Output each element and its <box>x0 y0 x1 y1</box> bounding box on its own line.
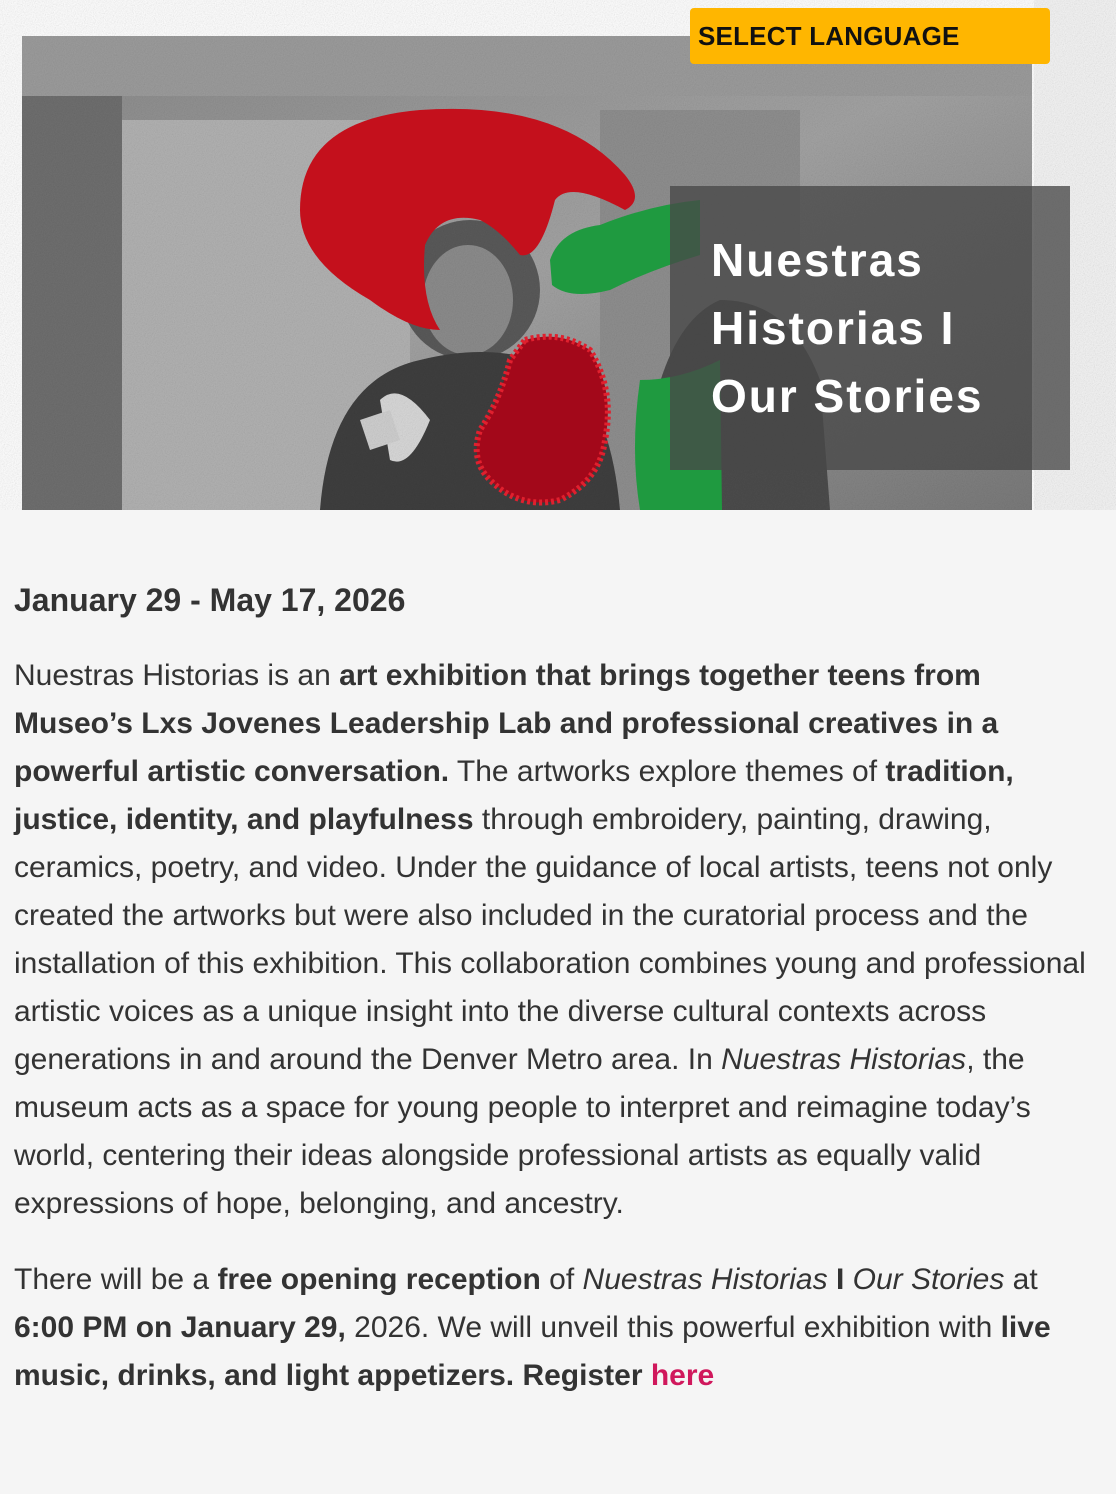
select-language-button[interactable] <box>690 8 1050 64</box>
exhibition-title <box>711 226 1050 430</box>
description-paragraph <box>14 652 1102 1228</box>
bold-run: free opening reception <box>217 1263 541 1296</box>
bold-run: tradition, justice, identity, and playfulness <box>14 755 1014 836</box>
exhibition-dates: January 29 - May 17, 2026 <box>14 582 406 618</box>
text-run: 2026. We will unveil this powerful exhibition with <box>345 1311 1001 1344</box>
text-run: The artworks explore themes of <box>449 755 886 788</box>
reception-paragraph <box>14 1256 1102 1400</box>
text-run: Nuestras Historias is an <box>14 659 340 692</box>
text-run: , the museum acts as a space for young people to interpret and reimagine today’s world, centering their ideas alongside professional artists as equally valid expressions of hope, belonging, and ancestry. <box>14 1043 1031 1220</box>
text-run: at <box>1004 1263 1038 1296</box>
bold-run: art exhibition that brings together teens from Museo’s Lxs Jovenes Leadership Lab and professional creatives in a powerful artistic conversation. <box>14 659 999 788</box>
text-run: through embroidery, painting, drawing, ceramics, poetry, and video. Under the guidance of local artists, teens not only created the artworks but were also included in the curatorial process and the installation of this exhibition. This collaboration combines young and professional artistic voices as a unique insight into the diverse cultural contexts across generations in and around the Denver Metro area. In <box>14 803 1086 1076</box>
title-line: Historias I <box>711 302 956 354</box>
bold-run: I <box>827 1263 853 1296</box>
italic-run: Our Stories <box>852 1263 1005 1296</box>
register-link[interactable]: here <box>650 1359 715 1392</box>
title-line: Our Stories <box>711 370 984 422</box>
select-language-label: SELECT LANGUAGE <box>698 21 960 51</box>
exhibition-description <box>14 572 1102 1400</box>
title-line: Nuestras <box>711 234 924 286</box>
italic-run: Nuestras Historias <box>721 1043 967 1076</box>
bold-run: live music, drinks, and light appetizers. Register <box>14 1311 1051 1392</box>
italic-run: Nuestras Historias <box>582 1263 828 1296</box>
hero-banner <box>0 0 1116 510</box>
bold-run: 6:00 PM on January 29, <box>14 1311 346 1344</box>
exhibition-title-overlay <box>670 186 1070 470</box>
text-run: There will be a <box>14 1263 218 1296</box>
text-run: of <box>540 1263 583 1296</box>
